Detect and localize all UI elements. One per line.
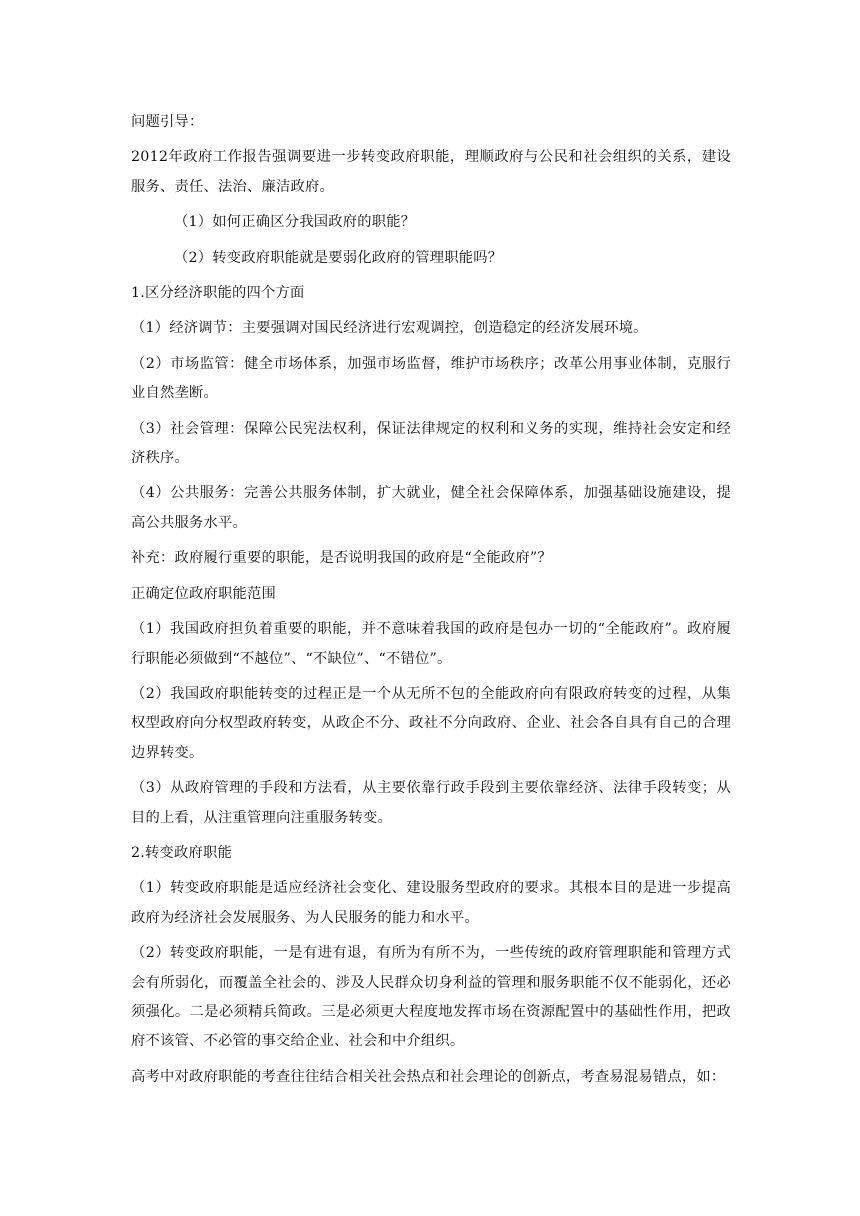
exam-note: 高考中对政府职能的考查往往结合相关社会热点和社会理论的创新点，考查易混易错点，如： [131, 1068, 726, 1085]
paragraph-intro-heading: 问题引导： [131, 114, 204, 130]
list-item-economic-regulation: （1）经济调节：主要强调对国民经济进行宏观调控，创造稳定的经济发展环境。 [131, 320, 648, 337]
scope-point-2: （2）我国政府职能转变的过程正是一个从无所不包的全能政府向有限政府转变的过程，从集权型政府向分权型政府转变，从政企不分、政社不分向政府、企业、社会各自具有自己的合理边界转变。 [131, 685, 731, 761]
paragraph-report-2012: 2012年政府工作报告强调要进一步转变政府职能，理顺政府与公民和社会组织的关系，建设服务、责任、法治、廉洁政府。 [131, 149, 731, 195]
supplement-question: 补充：政府履行重要的职能，是否说明我国的政府是“全能政府”？ [131, 550, 552, 567]
question-1: （1）如何正确区分我国政府的职能？ [174, 214, 416, 231]
scope-point-1: （1）我国政府担负着重要的职能，并不意味着我国的政府是包办一切的“全能政府”。政府履行职能必须做到“不越位”、“不缺位”、“不错位”。 [131, 621, 731, 667]
transform-point-2: （2）转变政府职能，一是有进有退，有所为有所不为，一些传统的政府管理职能和管理方式会有所弱化，而覆盖全社会的、涉及人民群众切身利益的管理和服务职能不仅不能弱化，还必须强化。二是必须精兵简政。三是必须更大程度地发挥市场在资源配置中的基础性作用，把政府不该管、不必管的事交给企业、社会和中介组织。 [131, 945, 731, 1050]
subheading-scope: 正确定位政府职能范围 [131, 585, 276, 602]
list-item-social-management: （3）社会管理：保障公民宪法权利，保证法律规定的权利和义务的实现，维持社会安定和经济秩序。 [131, 420, 731, 467]
list-item-public-service: （4）公共服务：完善公共服务体制，扩大就业，健全社会保障体系，加强基础设施建设，提高公共服务水平。 [131, 485, 731, 531]
question-2: （2）转变政府职能就是要弱化政府的管理职能吗？ [174, 249, 503, 266]
transform-point-1: （1）转变政府职能是适应经济社会变化、建设服务型政府的要求。其根本目的是进一步提高政府为经济社会发展服务、为人民服务的能力和水平。 [131, 880, 731, 926]
list-item-market-supervision: （2）市场监管：健全市场体系，加强市场监督，维护市场秩序；改革公用事业体制，克服行业自然垄断。 [131, 355, 731, 402]
section-heading-1: 1.区分经济职能的四个方面 [131, 285, 305, 302]
document-body [131, 108, 731, 1098]
section-heading-2: 2.转变政府职能 [131, 844, 233, 861]
scope-point-3: （3）从政府管理的手段和方法看，从主要依靠行政手段到主要依靠经济、法律手段转变；从目的上看，从注重管理向注重服务转变。 [131, 780, 731, 826]
